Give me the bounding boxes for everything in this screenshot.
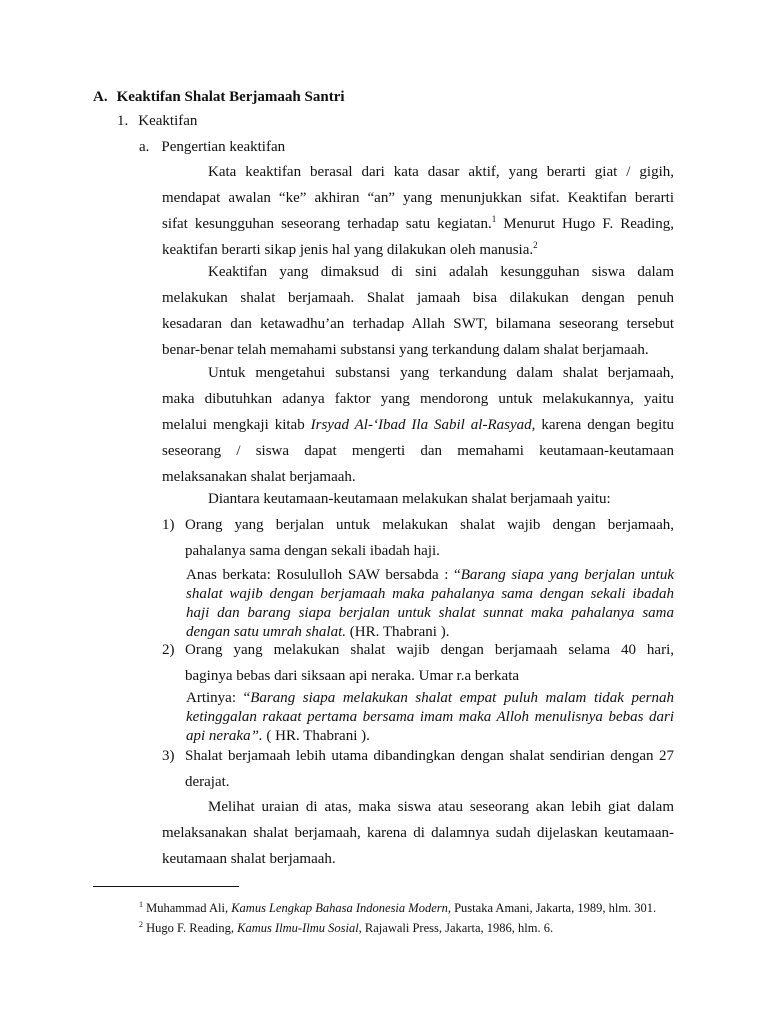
subsubsection-marker: a. <box>139 139 150 155</box>
p3-line-3c: , karena dengan begitu <box>531 417 674 433</box>
item-3-line-1: Shalat berjamaah lebih utama dibandingkan dengan shalat sendirian dengan 27 <box>185 748 674 764</box>
p3-line-3a: melalui mengkaji kitab <box>162 417 311 433</box>
subsubsection-heading <box>139 134 359 160</box>
item-2-quote-line-2 <box>186 708 674 727</box>
footnote-1-author: Muhammad Ali, <box>143 901 232 915</box>
footnote-2-title: Kamus Ilmu-Ilmu Sosial <box>237 921 359 935</box>
paragraph-3 <box>162 360 674 490</box>
item-3-number: 3) <box>162 748 175 764</box>
item-2-number: 2) <box>162 642 175 658</box>
p1-line-3a: sifat kesungguhan seseorang terhadap satu kegiatan. <box>162 216 492 232</box>
footnote-2 <box>139 919 699 937</box>
item-2-quote <box>186 689 674 746</box>
paragraph-4: Diantara keutamaan-keutamaan melakukan shalat berjamaah yaitu: <box>208 491 611 507</box>
book-title: Irsyad Al-‘Ibad Ila Sabil al-Rasyad <box>310 417 532 433</box>
footnote-2-publisher: , Rajawali Press, Jakarta, 1986, hlm. 6. <box>358 921 554 935</box>
item-1-line-2: pahalanya sama dengan sekali ibadah haji. <box>185 543 440 559</box>
paragraph-2 <box>162 259 674 363</box>
item-1-number: 1) <box>162 517 175 533</box>
p3-line-4: seseorang / siswa dapat mengerti dan memahami keutamaan-keutamaan <box>162 443 674 459</box>
p1-line-4-text: keaktifan berarti sikap jenis hal yang dilakukan oleh manusia. <box>162 242 534 258</box>
item-1-text <box>185 512 674 564</box>
p3-line-3 <box>162 412 674 438</box>
footnote-1-number: 1 <box>139 900 143 909</box>
section-marker: A. <box>93 89 108 105</box>
paragraph-5 <box>162 794 674 872</box>
item-2-quote-italic-3: api neraka”. <box>186 728 263 744</box>
p1-line-2: mendapat awalan “ke” akhiran “an” yang menunjukkan sifat. Keaktifan berarti <box>162 190 674 206</box>
item-1-quote-italic-3: haji dan barang siapa berjalan untuk shalat sunnat maka pahalanya sama <box>186 605 674 621</box>
item-1-quote <box>186 566 674 642</box>
subsection-heading <box>117 108 317 134</box>
p5-line-3: keutamaan shalat berjamaah. <box>162 851 336 867</box>
paragraph-1 <box>162 159 674 263</box>
footnote-1-title: Kamus Lengkap Bahasa Indonesia Modern <box>231 901 448 915</box>
p2-line-4: benar-benar telah memahami substansi yang terkandung dalam shalat berjamaah. <box>162 342 649 358</box>
footnote-separator <box>93 886 239 887</box>
section-title: Keaktifan Shalat Berjamaah Santri <box>116 89 345 105</box>
item-2-line-1: Orang yang melakukan shalat wajib dengan berjamaah selama 40 hari, <box>185 642 674 658</box>
item-1-quote-italic-2: shalat wajib dengan berjamaah maka pahalanya sama dengan sekali ibadah <box>186 586 674 602</box>
item-1-quote-italic-1: Barang siapa yang berjalan untuk <box>460 567 675 583</box>
p2-line-1: Keaktifan yang dimaksud di sini adalah kesungguhan siswa dalam <box>208 264 674 280</box>
item-3-line-2: derajat. <box>185 774 230 790</box>
item-2-line-2: baginya bebas dari siksaan api neraka. Umar r.a berkata <box>185 668 520 684</box>
item-1-quote-source: (HR. Thabrani ). <box>346 624 450 640</box>
p2-line-3: kesadaran dan ketawadhu’an terhadap Allah SWT, bilamana seseorang tersebut <box>162 316 674 332</box>
p5-line-1: Melihat uraian di atas, maka siswa atau seseorang akan lebih giat dalam <box>208 799 674 815</box>
item-2-quote-italic-1: Barang siapa melakukan shalat empat puluh malam tidak pernah <box>250 690 675 706</box>
item-1-quote-line-2 <box>186 585 674 604</box>
p3-line-2: maka dibutuhkan adanya faktor yang mendorong untuk melakukannya, yaitu <box>162 391 674 407</box>
item-1-quote-prefix: Anas berkata: Rosululloh SAW bersabda : “ <box>186 567 461 583</box>
p3-line-1: Untuk mengetahui substansi yang terkandung dalam shalat berjamaah, <box>208 365 674 381</box>
footnote-2-author: Hugo F. Reading, <box>143 921 238 935</box>
item-2-quote-source: ( HR. Thabrani ). <box>262 728 370 744</box>
p1-line-3 <box>162 211 674 237</box>
item-1-quote-italic-4: dengan satu umrah shalat. <box>186 624 347 640</box>
item-2-quote-prefix: Artinya: “ <box>186 690 251 706</box>
item-2-quote-italic-2: ketinggalan rakaat pertama bersama imam maka Alloh menulisnya bebas dari <box>186 709 674 725</box>
item-2-quote-line-1 <box>186 689 674 708</box>
p3-line-5: melaksanakan shalat berjamaah. <box>162 469 356 485</box>
subsection-title: Keaktifan <box>138 113 198 129</box>
p1-line-3b: Menurut Hugo F. Reading, <box>496 216 674 232</box>
footnote-2-number: 2 <box>139 920 143 929</box>
item-3-text <box>185 743 674 795</box>
item-1-line-1: Orang yang berjalan untuk melakukan shalat wajib dengan berjamaah, <box>185 517 674 533</box>
section-heading <box>93 84 393 110</box>
p5-line-2: melaksanakan shalat berjamaah, karena di dalamnya sudah dijelaskan keutamaan- <box>162 825 674 841</box>
subsection-marker: 1. <box>117 113 129 129</box>
p2-line-2: melakukan shalat berjamaah. Shalat jamaah bisa dilakukan dengan penuh <box>162 290 674 306</box>
footnote-ref-1[interactable]: 1 <box>491 214 497 224</box>
item-2-text <box>185 637 674 689</box>
footnote-ref-2[interactable]: 2 <box>533 240 538 250</box>
footnote-1 <box>139 899 699 917</box>
item-1-quote-line-1 <box>186 566 674 585</box>
footnote-1-publisher: , Pustaka Amani, Jakarta, 1989, hlm. 301. <box>447 901 657 915</box>
subsubsection-title: Pengertian keaktifan <box>161 139 286 155</box>
item-1-quote-line-3 <box>186 604 674 623</box>
p1-line-1: Kata keaktifan berasal dari kata dasar aktif, yang berarti giat / gigih, <box>208 164 674 180</box>
